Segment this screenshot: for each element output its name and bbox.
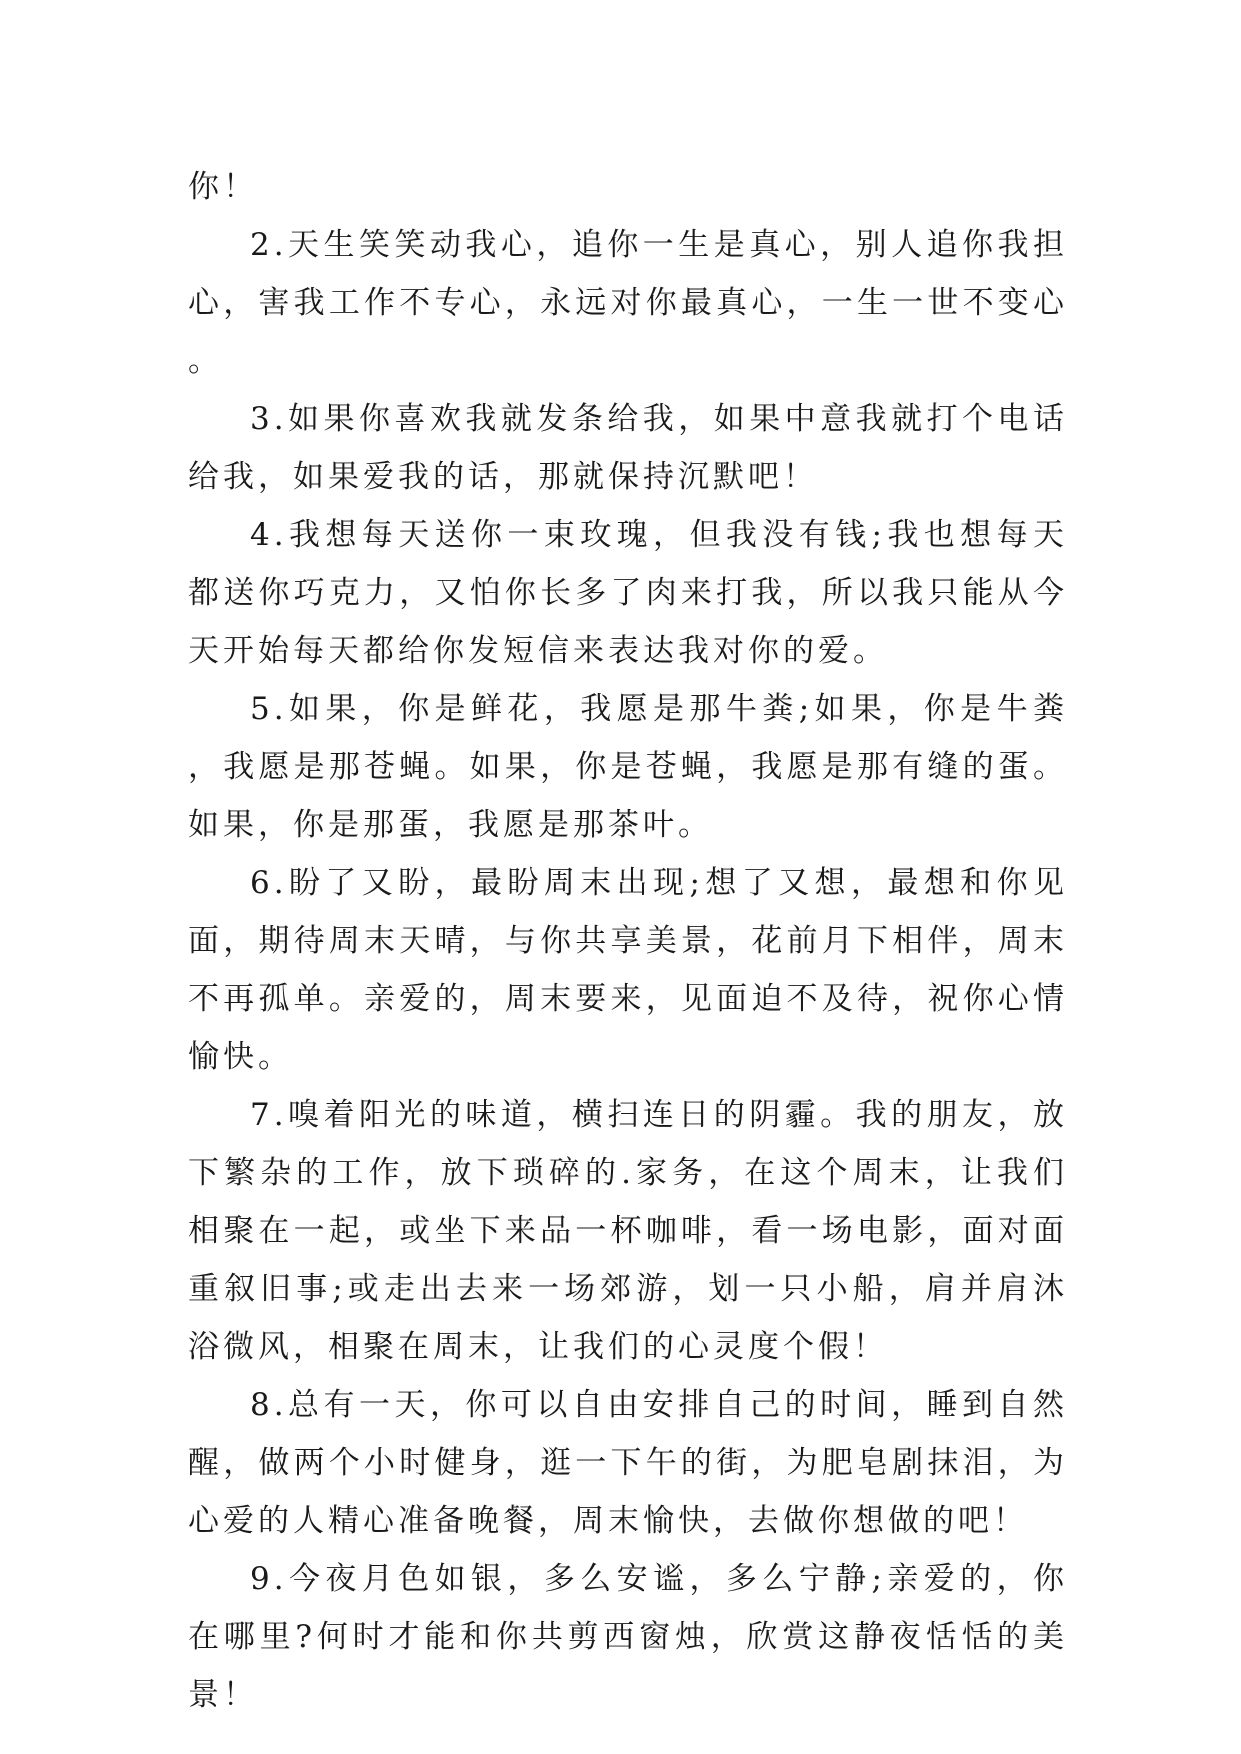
paragraph-item-2: 2.天生笑笑动我心，追你一生是真心，别人追你我担心，害我工作不专心，永远对你最真心，一生一世不变心。 xyxy=(188,227,1068,379)
paragraph-item-8: 8.总有一天，你可以自由安排自己的时间，睡到自然醒，做两个小时健身，逛一下午的街，为肥皂剧抹泪，为心爱的人精心准备晚餐，周末愉快，去做你想做的吧！ xyxy=(188,1387,1068,1539)
paragraph-item-9: 9.今夜月色如银，多么安谧，多么宁静;亲爱的，你在哪里?何时才能和你共剪西窗烛，欣赏这静夜恬恬的美景！ xyxy=(188,1561,1068,1713)
paragraph-item-6: 6.盼了又盼，最盼周末出现;想了又想，最想和你见面，期待周末天晴，与你共享美景，花前月下相伴，周末不再孤单。亲爱的，周末要来，见面迫不及待，祝你心情愉快。 xyxy=(188,865,1068,1075)
paragraph-item-7: 7.嗅着阳光的味道，横扫连日的阴霾。我的朋友，放下繁杂的工作，放下琐碎的.家务，在这个周末，让我们相聚在一起，或坐下来品一杯咖啡，看一场电影，面对面重叙旧事;或走出去来一场郊游，划一只小船，肩并肩沐浴微风，相聚在周末，让我们的心灵度个假！ xyxy=(188,1097,1068,1365)
document-body xyxy=(188,158,1068,1724)
paragraph-item-5: 5.如果，你是鲜花，我愿是那牛粪;如果，你是牛粪，我愿是那苍蝇。如果，你是苍蝇，我愿是那有缝的蛋。如果，你是那蛋，我愿是那茶叶。 xyxy=(188,691,1068,843)
paragraph-item-4: 4.我想每天送你一束玫瑰，但我没有钱;我也想每天都送你巧克力，又怕你长多了肉来打我，所以我只能从今天开始每天都给你发短信来表达我对你的爱。 xyxy=(188,517,1068,669)
paragraph-continuation: 你！ xyxy=(188,169,258,205)
paragraph-item-3: 3.如果你喜欢我就发条给我，如果中意我就打个电话给我，如果爱我的话，那就保持沉默吧！ xyxy=(188,401,1068,495)
